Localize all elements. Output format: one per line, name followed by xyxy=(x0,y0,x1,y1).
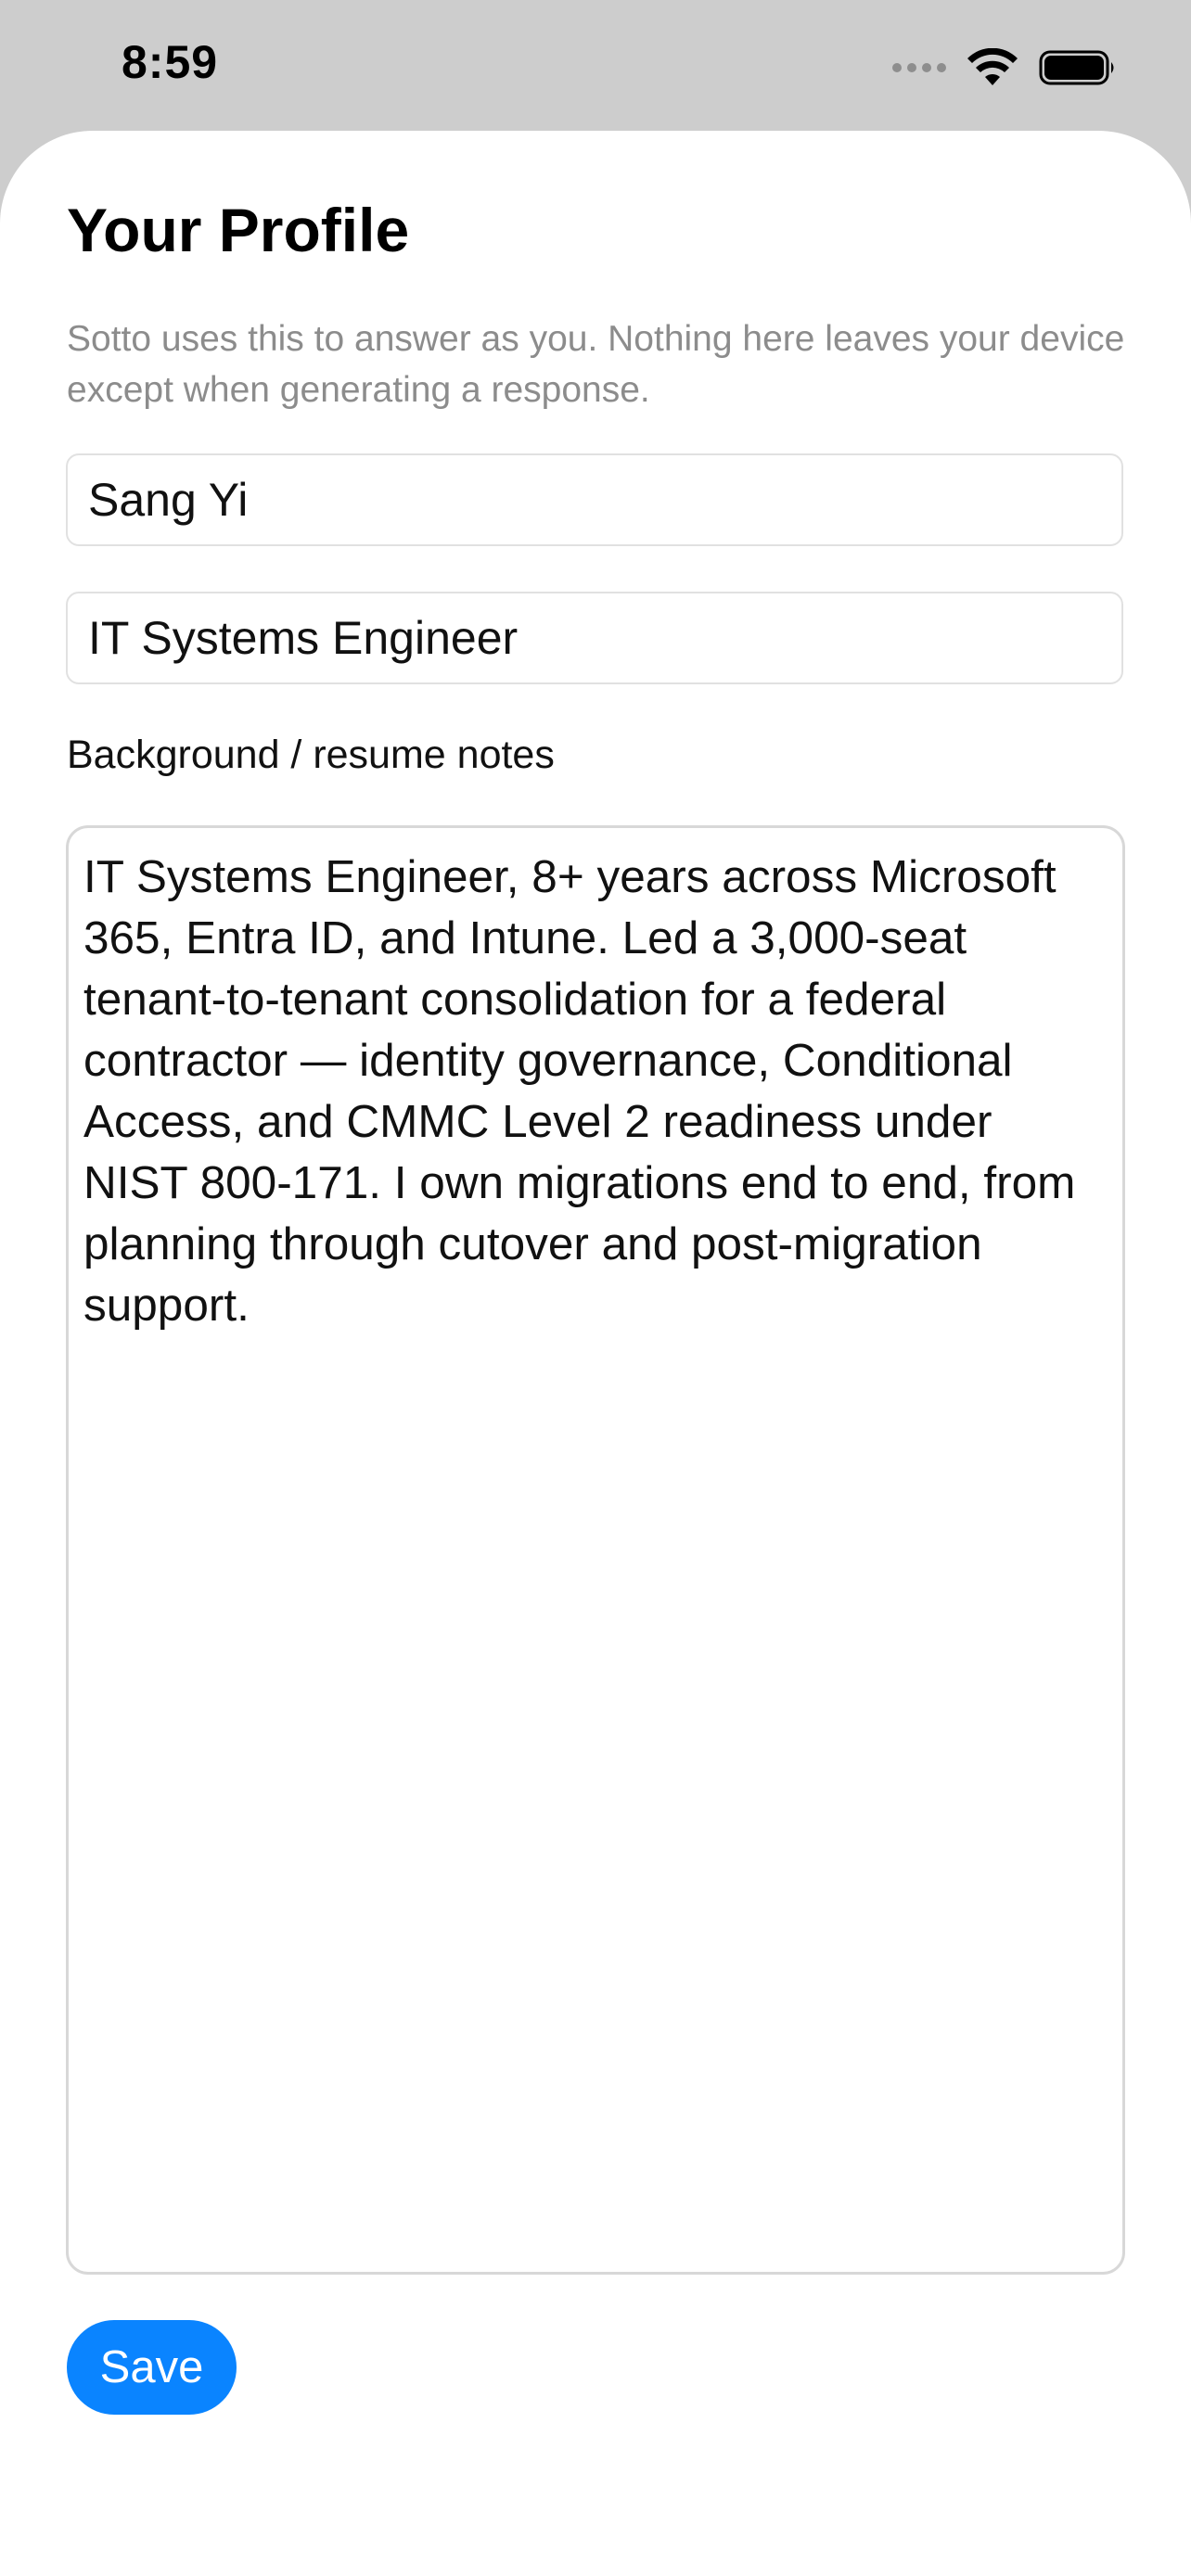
status-time: 8:59 xyxy=(122,36,219,88)
job-title-field[interactable]: IT Systems Engineer xyxy=(66,592,1123,684)
status-bar xyxy=(0,0,1191,130)
battery-icon xyxy=(1039,50,1117,85)
privacy-subtitle: Sotto uses this to answer as you. Nothing here leaves your device except when generating a response. xyxy=(67,319,1125,410)
save-button[interactable]: Save xyxy=(67,2320,237,2415)
cellular-signal-icon xyxy=(892,63,946,72)
name-field[interactable]: Sang Yi xyxy=(66,453,1123,546)
wifi-icon xyxy=(967,48,1018,87)
status-icons xyxy=(892,45,1117,91)
notes-label: Background / resume notes xyxy=(67,733,555,777)
page-title: Your Profile xyxy=(67,196,410,264)
notes-textarea[interactable]: IT Systems Engineer, 8+ years across Microsoft 365, Entra ID, and Intune. Led a 3,000-seat tenant-to-tenant consolidation for a federal contractor — identity governance, Conditional Access, and CMMC Level 2 readiness under NIST 800-171. I own migrations end to end, from planning through cutover and post-migration support. xyxy=(66,825,1125,2275)
